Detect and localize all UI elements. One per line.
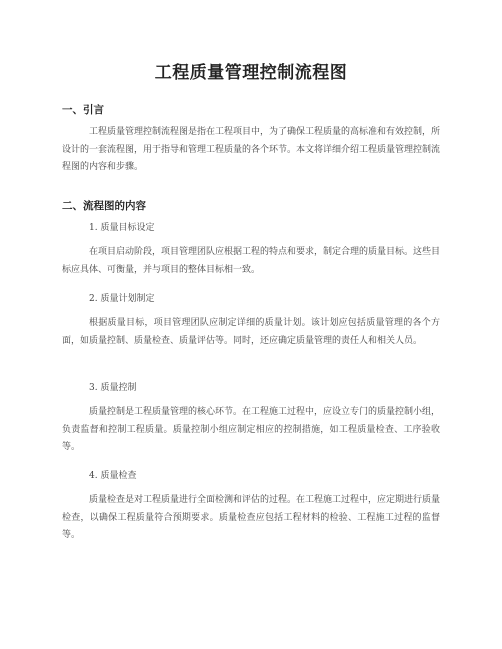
item-paragraph-quality-plan: 根据质量目标，项目管理团队应制定详细的质量计划。该计划应包括质量管理的各个方面，如质量控制、质量检查、质量评估等。同时，还应确定质量管理的责任人和相关人员。	[62, 318, 440, 346]
item-heading-quality-goal: 1. 质量目标设定	[89, 223, 155, 233]
item-heading-quality-plan: 2. 质量计划制定	[89, 294, 155, 304]
item-heading-quality-control: 3. 质量控制	[89, 383, 137, 393]
section-heading-flowchart-content: 二、流程图的内容	[62, 200, 146, 212]
item-paragraph-quality-inspection: 质量检查是对工程质量进行全面检测和评估的过程。在工程施工过程中，应定期进行质量检查，以确保工程质量符合预期要求。质量检查应包括工程材料的检验、工程施工过程的监督等。	[62, 495, 441, 540]
item-paragraph-quality-goal: 在项目启动阶段，项目管理团队应根据工程的特点和要求，制定合理的质量目标。这些目标应具体、可衡量，并与项目的整体目标相一致。	[62, 247, 441, 275]
document-title: 工程质量管理控制流程图	[154, 63, 348, 83]
introduction-paragraph: 工程质量管理控制流程图是指在工程项目中，为了确保工程质量的高标准和有效控制，所设计的一套流程图，用于指导和管理工程质量的各个环节。本文将详细介绍工程质量管理控制流程图的内容和步骤。	[62, 127, 441, 172]
item-heading-quality-inspection: 4. 质量检查	[89, 471, 137, 481]
section-heading-introduction: 一、引言	[62, 104, 104, 116]
item-paragraph-quality-control: 质量控制是工程质量管理的核心环节。在工程施工过程中，应设立专门的质量控制小组，负责监督和控制工程质量。质量控制小组应制定相应的控制措施，如工程质量检查、工序验收等。	[62, 407, 441, 452]
